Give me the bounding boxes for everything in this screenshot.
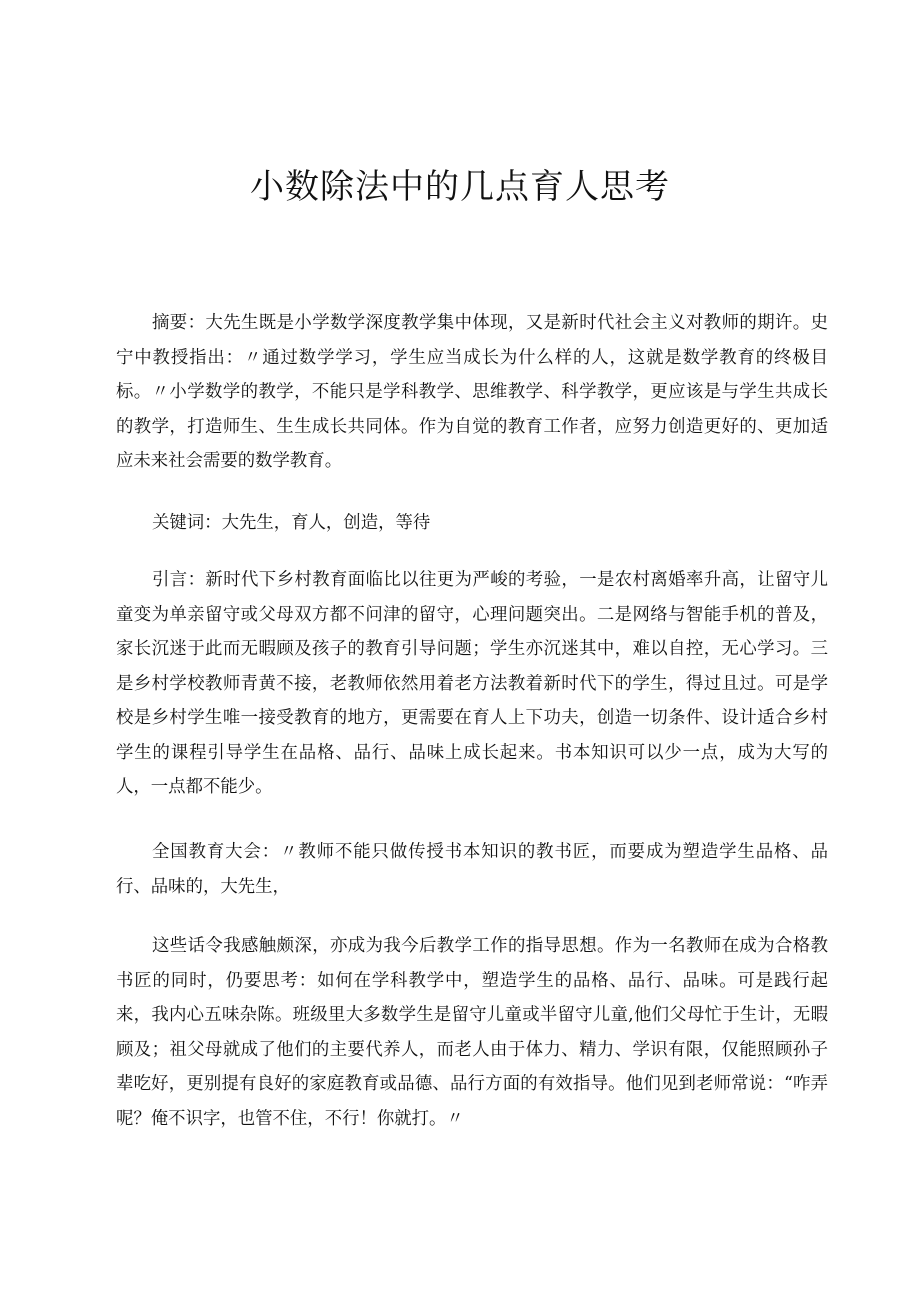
document-title: 小数除法中的几点育人思考 (250, 167, 670, 207)
reflection-paragraph: 这些话令我感触颇深，亦成为我今后教学工作的指导思想。作为一名教师在成为合格教书匠的同时，仍要思考：如何在学科教学中，塑造学生的品格、品行、品味。可是践行起来，我内心五味杂陈。班级里大多数学生是留守儿童或半留守儿童,他们父母忙于生计，无暇顾及；祖父母就成了他们的主要代养人，而老人由于体力、精力、学识有限，仅能照顾孙子辈吃好，更别提有良好的家庭教育或品德、品行方面的有效指导。他们见到老师常说：“咋弄呢？俺不识字，也管不住，不行！你就打。〃 (116, 936, 828, 1129)
introduction-paragraph: 引言：新时代下乡村教育面临比以往更为严峻的考验，一是农村离婚率升高，让留守儿童变为单亲留守或父母双方都不问津的留守，心理问题突出。二是网络与智能手机的普及，家长沉迷于此而无暇顾及孩子的教育引导问题；学生亦沉迷其中，难以自控，无心学习。三是乡村学校教师青黄不接，老教师依然用着老方法教着新时代下的学生，得过且过。可是学校是乡村学生唯一接受教育的地方，更需要在育人上下功夫，创造一切条件、设计适合乡村学生的课程引导学生在品格、品行、品味上成长起来。书本知识可以少一点，成为大写的人，一点都不能少。 (116, 570, 828, 797)
keywords-paragraph: 关键词：大先生，育人，创造，等待 (152, 513, 431, 533)
conference-quote-paragraph: 全国教育大会：〃教师不能只做传授书本知识的教书匠，而要成为塑造学生品格、品行、品味的，大先生， (116, 842, 828, 897)
abstract-paragraph: 摘要：大先生既是小学数学深度教学集中体现，又是新时代社会主义对教师的期许。史宁中教授指出：〃通过数学学习，学生应当成长为什么样的人，这就是数学教育的终极目标。〃小学数学的教学，不能只是学科教学、思维教学、科学教学，更应该是与学生共成长的教学，打造师生、生生成长共同体。作为自觉的教育工作者，应努力创造更好的、更加适应未来社会需要的数学教育。 (116, 313, 828, 471)
